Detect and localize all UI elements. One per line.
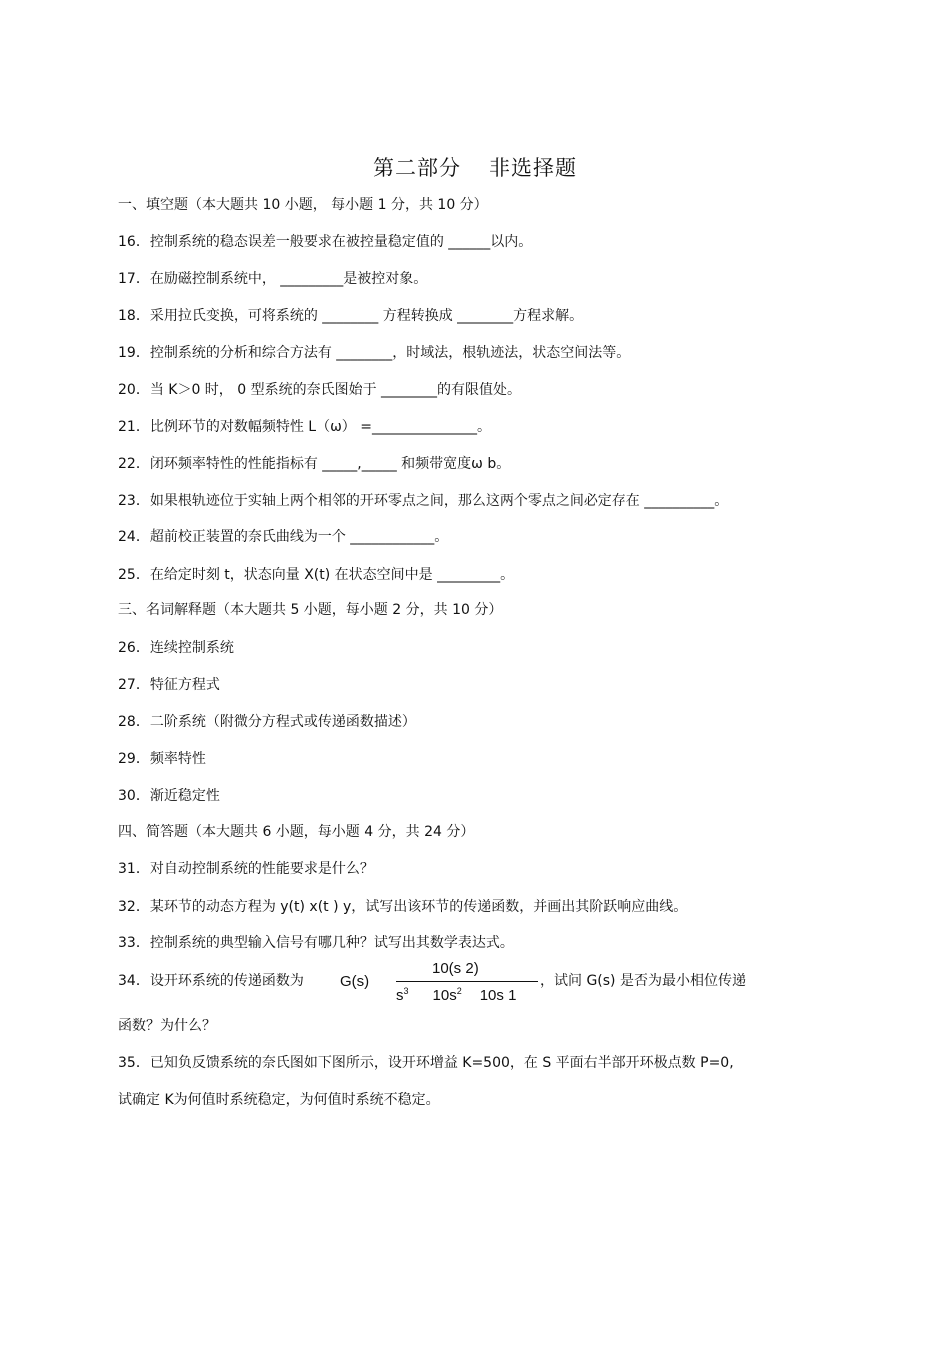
question-21: 21．比例环节的对数幅频特性 L（ω） =_______________。 bbox=[118, 419, 491, 435]
section-fill-heading: 一、填空题（本大题共 10 小题， 每小题 1 分，共 10 分） bbox=[118, 197, 488, 213]
question-34-lead: 34．设开环系统的传递函数为 bbox=[118, 973, 304, 989]
den-exp-2: 2 bbox=[456, 986, 462, 996]
den-10s: 10s bbox=[432, 987, 457, 1004]
question-23: 23．如果根轨迹位于实轴上两个相邻的开环零点之间，那么这两个零点之间必定存在 __________。 bbox=[118, 493, 729, 509]
question-25: 25．在给定时刻 t，状态向量 X(t) 在状态空间中是 _________。 bbox=[118, 567, 515, 583]
question-33: 33．控制系统的典型输入信号有哪几种？试写出其数学表达式。 bbox=[118, 935, 514, 951]
fraction-denominator bbox=[396, 986, 516, 1004]
question-22: 22．闭环频率特性的性能指标有 _____,_____ 和频带宽度ω b。 bbox=[118, 456, 511, 472]
question-32: 32．某环节的动态方程为 y(t) x(t ) y，试写出该环节的传递函数，并画出其阶跃响应曲线。 bbox=[118, 899, 688, 915]
question-35-line2: 试确定 K为何值时系统稳定，为何值时系统不稳定。 bbox=[118, 1092, 440, 1108]
question-17: 17．在励磁控制系统中， _________是被控对象。 bbox=[118, 271, 428, 287]
fraction-bar bbox=[396, 981, 538, 982]
question-31: 31．对自动控制系统的性能要求是什么？ bbox=[118, 861, 374, 877]
question-27: 27．特征方程式 bbox=[118, 677, 220, 693]
question-34-tail: ，试问 G(s) 是否为最小相位传递 bbox=[540, 973, 746, 989]
question-24: 24．超前校正装置的奈氏曲线为一个 ____________。 bbox=[118, 529, 449, 545]
fraction-numerator: 10(s 2) bbox=[432, 960, 479, 977]
title-name: 非选择题 bbox=[489, 156, 577, 180]
title-part: 第二部分 bbox=[373, 156, 461, 180]
den-s: s bbox=[396, 987, 404, 1004]
question-34-cont: 函数？为什么？ bbox=[118, 1018, 216, 1034]
question-35-line1: 35．已知负反馈系统的奈氏图如下图所示，设开环增益 K=500，在 S 平面右半部开环极点数 P=0, bbox=[118, 1055, 734, 1071]
question-30: 30．渐近稳定性 bbox=[118, 788, 220, 804]
question-34-g: G(s) bbox=[340, 973, 370, 990]
question-18: 18．采用拉氏变换，可将系统的 ________ 方程转换成 ________方程求解。 bbox=[118, 308, 584, 324]
den-exp-3: 3 bbox=[403, 986, 409, 996]
page-title bbox=[0, 152, 950, 182]
den-10s-1: 10s 1 bbox=[479, 987, 517, 1004]
question-20: 20．当 K＞0 时， 0 型系统的奈氏图始于 ________的有限值处。 bbox=[118, 382, 522, 398]
section-short-heading: 四、简答题（本大题共 6 小题，每小题 4 分，共 24 分） bbox=[118, 824, 475, 840]
question-26: 26．连续控制系统 bbox=[118, 640, 234, 656]
question-29: 29．频率特性 bbox=[118, 751, 206, 767]
question-19: 19．控制系统的分析和综合方法有 ________，时域法，根轨迹法，状态空间法等。 bbox=[118, 345, 631, 361]
section-terms-heading: 三、名词解释题（本大题共 5 小题，每小题 2 分，共 10 分） bbox=[118, 602, 503, 618]
question-16: 16．控制系统的稳态误差一般要求在被控量稳定值的 ______以内。 bbox=[118, 234, 533, 250]
question-28: 28．二阶系统（附微分方程式或传递函数描述） bbox=[118, 714, 416, 730]
